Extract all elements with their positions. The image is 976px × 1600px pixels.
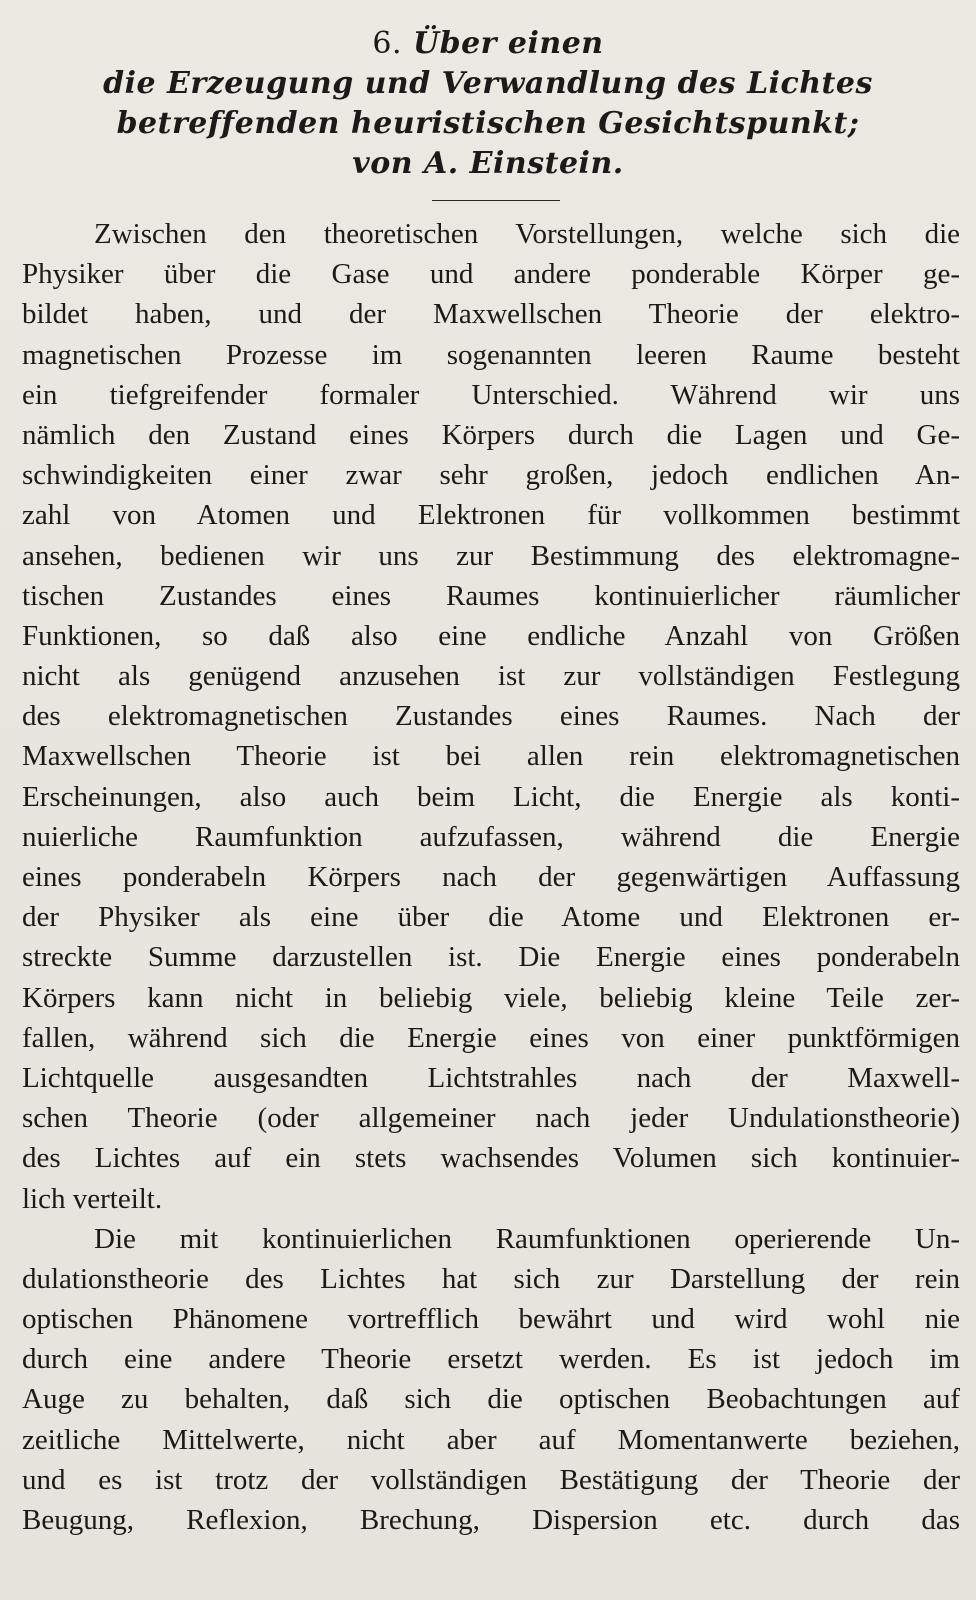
header-divider (432, 200, 560, 201)
text-line: Erscheinungen, also auch beim Licht, die Energie als konti- (22, 780, 960, 813)
text-line: zeitliche Mittelwerte, nicht aber auf Momentanwerte beziehen, (22, 1423, 960, 1456)
text-line: Die mit kontinuierlichen Raumfunktionen operierende Un- (94, 1222, 960, 1255)
text-line: tischen Zustandes eines Raumes kontinuierlicher räumlicher (22, 579, 960, 612)
text-line: ansehen, bedienen wir uns zur Bestimmung des elektromagne- (22, 539, 960, 572)
text-line: Beugung, Reflexion, Brechung, Dispersion etc. durch das (22, 1504, 960, 1536)
text-line: des Lichtes auf ein stets wachsendes Volumen sich kontinuier- (22, 1142, 960, 1175)
header-line-1-text: Über einen (412, 26, 604, 61)
text-line: Lichtquelle ausgesandten Lichtstrahles nach der Maxwell- (22, 1061, 960, 1094)
article-body (22, 214, 960, 1540)
text-line: nämlich den Zustand eines Körpers durch die Lagen und Ge- (22, 418, 960, 451)
text-line: dulationstheorie des Lichtes hat sich zur Darstellung der rein (22, 1262, 960, 1295)
text-line: zahl von Atomen und Elektronen für vollkommen bestimmt (22, 499, 960, 532)
header-line-2: die Erzeugung und Verwandlung des Lichtes (103, 66, 873, 101)
text-line: und es ist trotz der vollständigen Bestätigung der Theorie der (22, 1463, 960, 1496)
text-line: eines ponderabeln Körpers nach der gegenwärtigen Auffassung (22, 861, 960, 893)
article-number: 6. (372, 26, 402, 61)
text-line: der Physiker als eine über die Atome und Elektronen er- (22, 901, 960, 934)
header-line-4: von A. Einstein. (352, 146, 624, 181)
text-line: Auge zu behalten, daß sich die optischen Beobachtungen auf (22, 1383, 960, 1416)
text-line: lich verteilt. (22, 1182, 163, 1215)
text-line: fallen, während sich die Energie eines von einer punktförmigen (22, 1021, 960, 1054)
text-line: bildet haben, und der Maxwellschen Theorie der elektro- (22, 298, 960, 331)
text-line: Physiker über die Gase und andere ponderable Körper ge- (22, 258, 960, 291)
text-line: Zwischen den theoretischen Vorstellungen, welche sich die (94, 218, 960, 250)
text-line: durch eine andere Theorie ersetzt werden. Es ist jedoch im (22, 1343, 960, 1376)
header-line-3: betreffenden heuristischen Gesichtspunkt; (116, 106, 860, 141)
text-line: optischen Phänomene vortrefflich bewährt und wird wohl nie (22, 1303, 960, 1336)
text-line: Körpers kann nicht in beliebig viele, beliebig kleine Teile zer- (22, 981, 960, 1014)
text-line: magnetischen Prozesse im sogenannten leeren Raume besteht (22, 338, 960, 371)
text-line: nicht als genügend anzusehen ist zur vollständigen Festlegung (22, 660, 960, 693)
article-header (0, 24, 976, 184)
text-line: Funktionen, so daß also eine endliche Anzahl von Größen (22, 619, 960, 652)
header-line-1 (0, 24, 976, 64)
text-line: ein tiefgreifender formaler Unterschied. Während wir uns (22, 378, 960, 411)
text-line: schen Theorie (oder allgemeiner nach jeder Undulationstheorie) (22, 1102, 960, 1135)
text-line: nuierliche Raumfunktion aufzufassen, während die Energie (22, 820, 960, 853)
text-line: schwindigkeiten einer zwar sehr großen, jedoch endlichen An- (22, 459, 960, 492)
text-line: des elektromagnetischen Zustandes eines Raumes. Nach der (22, 700, 960, 733)
text-line: streckte Summe darzustellen ist. Die Energie eines ponderabeln (22, 941, 960, 974)
text-line: Maxwellschen Theorie ist bei allen rein elektromagnetischen (22, 740, 960, 773)
